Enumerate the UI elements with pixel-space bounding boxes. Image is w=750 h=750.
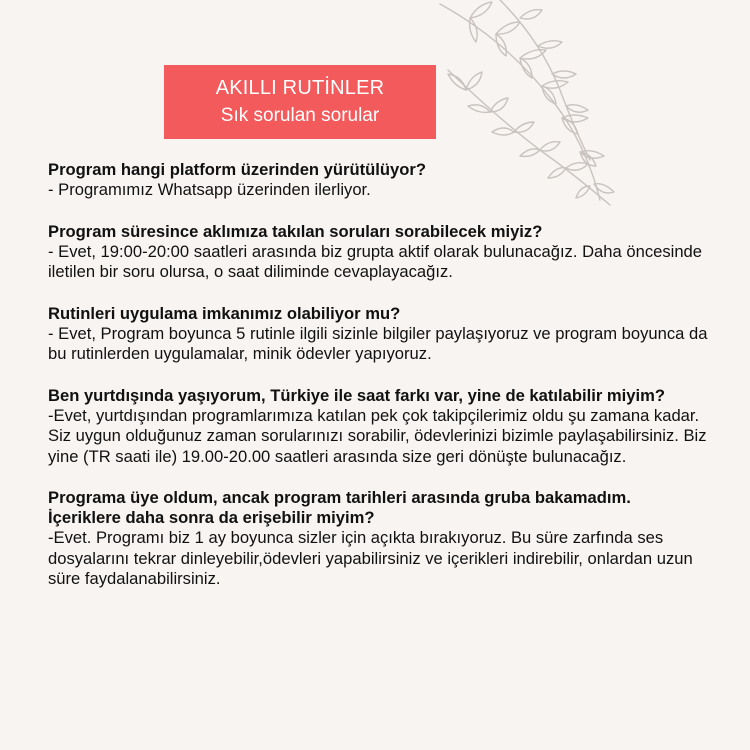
- faq-answer: -Evet, yurtdışından programlarımıza katılan pek çok takipçilerimiz oldu şu zamana kadar. Siz uygun olduğunuz zaman sorularınızı sorabilir, ödevlerinizi bizimle paylaşabilirsiniz. Biz yine (TR saati ile) 19.00-20.00 saatleri arasında size geri dönüşte bulunacağız.: [48, 405, 707, 466]
- page-title: AKILLI RUTİNLER: [215, 77, 385, 99]
- faq-item: [48, 304, 708, 365]
- faq-item: [48, 222, 708, 283]
- faq-answer: - Evet, 19:00-20:00 saatleri arasında biz grupta aktif olarak bulunacağız. Daha öncesinde iletilen bir soru olursa, o saat diliminde cevaplayacağız.: [48, 241, 703, 281]
- faq-item: [48, 488, 708, 590]
- faq-item: [48, 160, 708, 201]
- faq-question: Ben yurtdışında yaşıyorum, Türkiye ile saat farkı var, yine de katılabilir miyim?: [48, 385, 665, 405]
- faq-question: Rutinleri uygulama imkanımız olabiliyor mu?: [48, 303, 401, 323]
- faq-list: [48, 160, 708, 611]
- faq-item: [48, 386, 708, 468]
- faq-question: Programa üye oldum, ancak program tarihleri arasında gruba bakamadım. İçeriklere daha sonra da erişebilir miyim?: [48, 488, 631, 527]
- faq-question: Program hangi platform üzerinden yürütülüyor?: [48, 160, 426, 179]
- faq-answer: -Evet. Programı biz 1 ay boyunca sizler için açıkta bırakıyoruz. Bu süre zarfında ses dosyalarını tekrar dinleyebilir,ödevleri yapabilirsiniz ve içerikleri indirebilir, onlardan uzun süre faydalanabilirsiniz.: [48, 528, 693, 588]
- faq-answer: - Evet, Program boyunca 5 rutinle ilgili sizinle bilgiler paylaşıyoruz ve program boyunca da bu rutinlerden uygulamalar, minik ödevler yapıyoruz.: [48, 323, 708, 363]
- faq-question: Program süresince aklımıza takılan soruları sorabilecek miyiz?: [48, 221, 543, 241]
- faq-answer: - Programımız Whatsapp üzerinden ilerliyor.: [48, 180, 371, 199]
- header-banner: [164, 65, 436, 139]
- page-subtitle: Sık sorulan sorular: [220, 105, 380, 126]
